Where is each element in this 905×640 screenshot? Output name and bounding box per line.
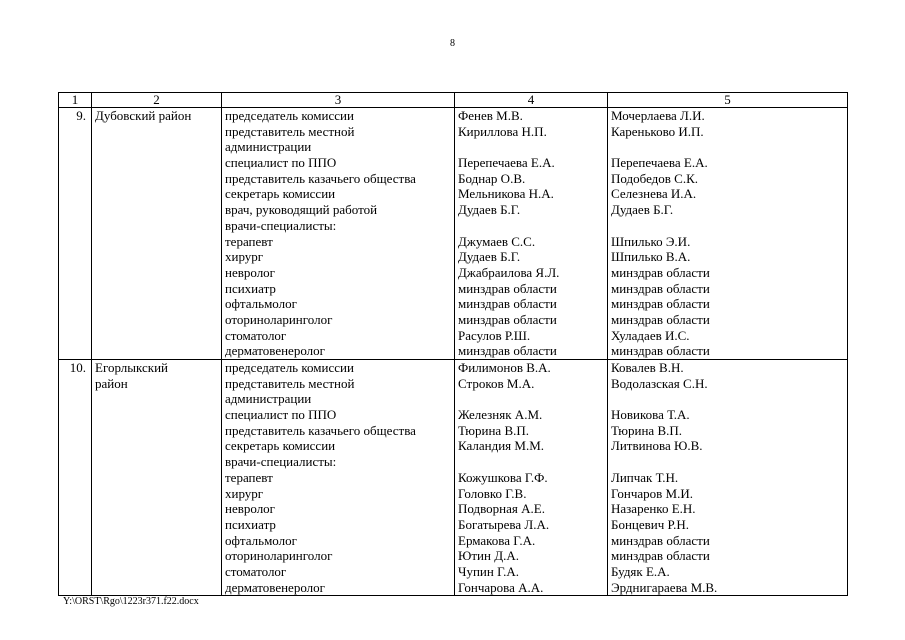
cell-line: минздрав области (611, 296, 710, 312)
file-path-footer: Y:\ORST\Rgo\1223r371.f22.docx (63, 596, 199, 607)
cell-line: минздрав области (611, 264, 710, 280)
cell-line: хирург (225, 249, 264, 265)
cell-line (611, 139, 844, 155)
cell-line: Шпилько Э.И. (611, 233, 691, 249)
cell-line: терапевт (225, 233, 273, 249)
row-number: 10. (59, 360, 92, 596)
cell-line: Дудаев Б.Г. (458, 202, 521, 218)
roles-cell (222, 360, 455, 596)
cell-line: психиатр (225, 280, 276, 296)
cell-line: врач, руководящий работой (225, 202, 378, 218)
cell-line: дерматовенеролог (225, 343, 325, 359)
cell-line: минздрав области (458, 280, 557, 296)
cell-line (611, 454, 844, 470)
cell-line: Мельникова Н.А. (458, 186, 554, 202)
cell-line: Тюрина В.П. (458, 422, 529, 438)
cell-line: Головко Г.В. (458, 485, 527, 501)
cell-line: Липчак Т.Н. (611, 469, 679, 485)
cell-line: Тюрина В.П. (611, 422, 682, 438)
cell-line: Чупин Г.А. (458, 563, 520, 579)
cell-line: специалист по ППО (225, 407, 337, 423)
district-cell (92, 360, 222, 596)
column-header: 1 (59, 93, 92, 108)
cell-line: врачи-специалисты: (225, 454, 337, 470)
cell-line: Селезнева И.А. (611, 186, 697, 202)
main-members-cell (455, 108, 608, 360)
cell-line: минздрав области (458, 311, 557, 327)
cell-line: минздрав области (611, 548, 710, 564)
cell-line: Строков М.А. (458, 375, 535, 391)
cell-line: дерматовенеролог (225, 579, 325, 595)
row-number: 9. (59, 108, 92, 360)
cell-line: стоматолог (225, 327, 287, 343)
reserve-members-cell (608, 108, 848, 360)
cell-line: минздрав области (458, 343, 557, 359)
commission-table (58, 92, 848, 596)
cell-line: Подобедов С.К. (611, 170, 699, 186)
cell-line: председатель комиссии (225, 108, 354, 123)
table-header-row (59, 93, 848, 108)
cell-line: Бонцевич Р.Н. (611, 516, 690, 532)
column-header: 5 (608, 93, 848, 108)
cell-line: врачи-специалисты: (225, 217, 337, 233)
cell-line: Перепечаева Е.А. (458, 155, 555, 171)
cell-line (458, 391, 604, 407)
cell-line: Дубовский район (95, 108, 192, 123)
cell-line: администрации (225, 391, 312, 407)
cell-line: представитель местной (225, 123, 355, 139)
cell-line: терапевт (225, 469, 273, 485)
cell-line: оториноларинголог (225, 548, 333, 564)
table-row (59, 360, 848, 596)
column-header: 2 (92, 93, 222, 108)
table-row (59, 108, 848, 360)
cell-line (611, 391, 844, 407)
cell-line: Подворная А.Е. (458, 501, 545, 517)
cell-line: Кириллова Н.П. (458, 123, 547, 139)
cell-line: Фенев М.В. (458, 108, 523, 123)
cell-line: Дудаев Б.Г. (611, 202, 674, 218)
cell-line: представитель местной (225, 375, 355, 391)
cell-line: Ютин Д.А. (458, 548, 519, 564)
cell-line: минздрав области (458, 296, 557, 312)
cell-line: невролог (225, 264, 276, 280)
cell-line: невролог (225, 501, 276, 517)
column-header: 4 (455, 93, 608, 108)
cell-line: Гончарова А.А. (458, 579, 544, 595)
cell-line: председатель комиссии (225, 360, 354, 375)
district-cell (92, 108, 222, 360)
cell-line: минздрав области (611, 311, 710, 327)
cell-line: психиатр (225, 516, 276, 532)
cell-line: Дудаев Б.Г. (458, 249, 521, 265)
cell-line: Будяк Е.А. (611, 563, 670, 579)
cell-line: хирург (225, 485, 264, 501)
cell-line: Шпилько В.А. (611, 249, 691, 265)
cell-line: Егорлыкский (95, 360, 168, 375)
cell-line: секретарь комиссии (225, 186, 336, 202)
column-header: 3 (222, 93, 455, 108)
cell-line: район (95, 375, 128, 391)
main-members-cell (455, 360, 608, 596)
cell-line: Мочерлаева Л.И. (611, 108, 705, 123)
cell-line: оториноларинголог (225, 311, 333, 327)
cell-line: минздрав области (611, 280, 710, 296)
cell-line: Железняк А.М. (458, 407, 543, 423)
cell-line: представитель казачьего общества (225, 170, 416, 186)
cell-line (611, 218, 844, 234)
cell-line (458, 139, 604, 155)
cell-line: администрации (225, 139, 312, 155)
cell-line: Ковалев В.Н. (611, 360, 684, 375)
cell-line: Филимонов В.А. (458, 360, 551, 375)
cell-line: Кареньково И.П. (611, 123, 704, 139)
cell-line: Боднар О.В. (458, 170, 526, 186)
page-number: 8 (450, 38, 455, 49)
cell-line: Назаренко Е.Н. (611, 501, 696, 517)
cell-line: Богатырева Л.А. (458, 516, 550, 532)
cell-line: минздрав области (611, 343, 710, 359)
cell-line (458, 218, 604, 234)
cell-line (458, 454, 604, 470)
cell-line: Перепечаева Е.А. (611, 155, 708, 171)
cell-line: Гончаров М.И. (611, 485, 693, 501)
cell-line: представитель казачьего общества (225, 422, 416, 438)
cell-line: Джабраилова Я.Л. (458, 264, 560, 280)
cell-line: Литвинова Ю.В. (611, 438, 703, 454)
cell-line: стоматолог (225, 563, 287, 579)
cell-line: секретарь комиссии (225, 438, 336, 454)
cell-line: Эрднигараева М.В. (611, 579, 718, 595)
cell-line: Водолазская С.Н. (611, 375, 708, 391)
cell-line: Каландия М.М. (458, 438, 545, 454)
cell-line: офтальмолог (225, 532, 297, 548)
cell-line: Ермакова Г.А. (458, 532, 536, 548)
reserve-members-cell (608, 360, 848, 596)
cell-line: Расулов Р.Ш. (458, 327, 531, 343)
cell-line: Хуладаев И.С. (611, 327, 690, 343)
roles-cell (222, 108, 455, 360)
cell-line: специалист по ППО (225, 155, 337, 171)
cell-line: офтальмолог (225, 296, 297, 312)
cell-line: Джумаев С.С. (458, 233, 536, 249)
cell-line: минздрав области (611, 532, 710, 548)
cell-line: Кожушкова Г.Ф. (458, 469, 548, 485)
cell-line: Новикова Т.А. (611, 407, 690, 423)
